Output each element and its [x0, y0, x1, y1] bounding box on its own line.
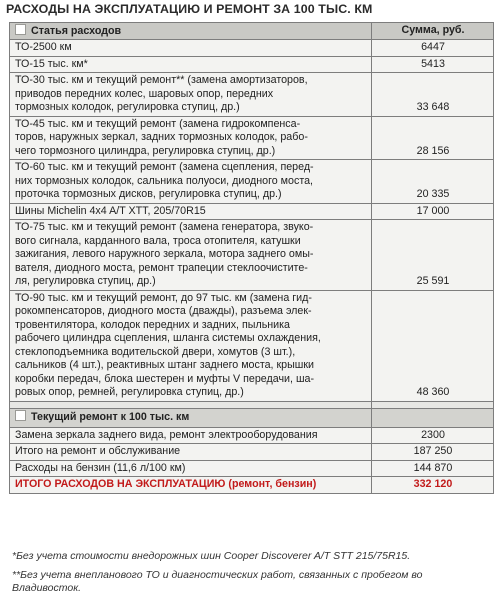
table-row — [10, 460, 494, 477]
section-marker-icon — [15, 410, 26, 421]
item-label: ТО-15 тыс. км* — [10, 56, 372, 73]
item-amount: 144 870 — [372, 460, 494, 477]
total-row — [10, 477, 494, 494]
table-row — [10, 56, 494, 73]
item-label: ТО-45 тыс. км и текущий ремонт (замена гидрокомпенса- торов, наружных зеркал, задних тормозных колодок, рабо- чего тормозного цилиндра, регулировка ступиц, др.) — [10, 116, 372, 160]
footnote-1: *Без учета стоимости внедорожных шин Cooper Discoverer A/T STT 215/75R15. — [12, 550, 411, 562]
item-amount: 332 120 — [372, 477, 494, 494]
item-amount: 2300 — [372, 427, 494, 444]
table-row — [10, 73, 494, 117]
page-title: РАСХОДЫ НА ЭКСПЛУАТАЦИЮ И РЕМОНТ ЗА 100 ТЫС. КМ — [6, 2, 373, 16]
item-label: Расходы на бензин (11,6 л/100 км) — [10, 460, 372, 477]
item-amount: 6447 — [372, 40, 494, 57]
current-repair-header-row — [10, 408, 494, 427]
section-spacer — [10, 401, 494, 408]
item-label: Шины Michelin 4x4 A/T XTT, 205/70R15 — [10, 203, 372, 220]
spacer-cell — [10, 401, 372, 408]
item-amount: 5413 — [372, 56, 494, 73]
table-header-row — [10, 23, 494, 40]
item-label: ТО-30 тыс. км и текущий ремонт** (замена амортизаторов, приводов передних колес, шаровых опор, передних тормозных колодок, регулировка ступиц, др.) — [10, 73, 372, 117]
item-label: ТО-60 тыс. км и текущий ремонт (замена сцепления, перед- них тормозных колодок, сальника полуоси, диодного моста, проточка тормозных дисков, регулировка ступиц, др.) — [10, 160, 372, 204]
column-header-item: Статья расходов — [10, 23, 372, 40]
table-row — [10, 220, 494, 291]
table-row — [10, 116, 494, 160]
item-label: ТО-75 тыс. км и текущий ремонт (замена генератора, звуко- вого сигнала, карданного вала, троса отопителя, катушки зажигания, левого наружного зеркала, мотора заднего омы- вателя, диодного моста, ремонт трапеции стеклоочистите- ля, регулировка ступиц, др.) — [10, 220, 372, 291]
table-row — [10, 290, 494, 401]
expenses-table — [9, 22, 494, 494]
item-label: ТО-90 тыс. км и текущий ремонт, до 97 тыс. км (замена гид- рокомпенсаторов, диодного моста (дважды), разъема элек- тровентилятора, колодок передних и задних, пыльника рабочего цилиндра сцепления, шланга системы охлаждения, стеклоподъемника водительской двери, хомутов (3 шт.), сальников (4 шт.), реактивных штанг заднего моста, крышки коробки передач, блока шестерен и муфты V передачи, ша- ровых опор, ремней, регулировка ступиц, др.) — [10, 290, 372, 401]
item-amount: 187 250 — [372, 444, 494, 461]
item-label: Замена зеркала заднего вида, ремонт электрооборудования — [10, 427, 372, 444]
header-marker-icon — [15, 24, 26, 35]
spacer-cell — [372, 401, 494, 408]
item-label: ТО-2500 км — [10, 40, 372, 57]
current-repair-header-empty — [372, 408, 494, 427]
item-label: Итого на ремонт и обслуживание — [10, 444, 372, 461]
item-amount: 25 591 — [372, 220, 494, 291]
table-row — [10, 203, 494, 220]
current-repair-header: Текущий ремонт к 100 тыс. км — [10, 408, 372, 427]
item-amount: 28 156 — [372, 116, 494, 160]
table-row — [10, 444, 494, 461]
footnotes — [12, 550, 494, 595]
item-amount: 48 360 — [372, 290, 494, 401]
item-amount: 20 335 — [372, 160, 494, 204]
footnote-2: **Без учета внепланового ТО и диагностических работ, связанных с пробегом во Владивосток. — [12, 569, 423, 594]
table-row — [10, 40, 494, 57]
item-amount: 33 648 — [372, 73, 494, 117]
item-label: ИТОГО РАСХОДОВ НА ЭКСПЛУАТАЦИЮ (ремонт, бензин) — [10, 477, 372, 494]
item-amount: 17 000 — [372, 203, 494, 220]
table-row — [10, 160, 494, 204]
table-row — [10, 427, 494, 444]
column-header-amount: Сумма, руб. — [372, 23, 494, 40]
